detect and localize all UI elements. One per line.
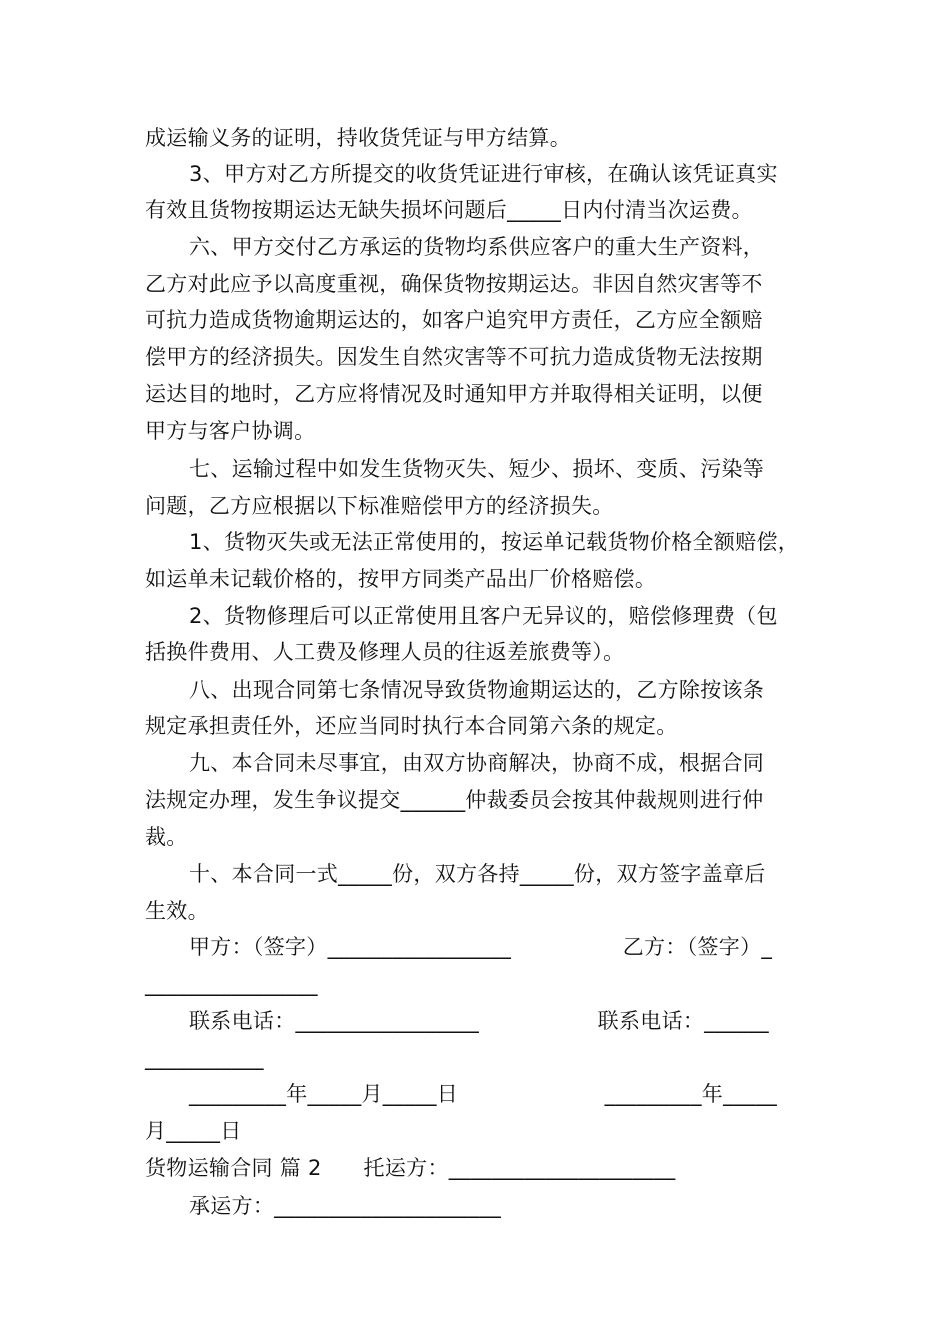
text-line: 甲方与客户协调。 — [145, 419, 316, 443]
text-line: 3、甲方对乙方所提交的收货凭证进行审核，在确认该凭证真实 — [189, 162, 778, 186]
text-line: 裁。 — [145, 825, 188, 849]
text-line: 生效。 — [145, 899, 209, 923]
text-line: 规定承担责任外，还应当同时执行本合同第六条的规定。 — [145, 714, 678, 738]
date-line: _________年_____月_____日 _________年_____ — [189, 1082, 778, 1106]
text-line: 2、货物修理后可以正常使用且客户无异议的，赔偿修理费（包 — [189, 604, 778, 628]
text-line: ___________ — [145, 1046, 264, 1070]
text-line: 月_____日 — [145, 1119, 242, 1143]
text-line: 问题，乙方应根据以下标准赔偿甲方的经济损失。 — [145, 494, 614, 518]
text-line: 如运单未记载价格的，按甲方同类产品出厂价格赔偿。 — [145, 567, 657, 591]
text-line: 运达目的地时，乙方应将情况及时通知甲方并取得相关证明，以便 — [145, 382, 763, 406]
signature-line-party-a-b: 甲方：（签字）_________________ 乙方：（签字）_ — [189, 935, 773, 959]
text-line: 七、运输过程中如发生货物灭失、短少、损坏、变质、污染等 — [189, 457, 765, 481]
text-line: 乙方对此应予以高度重视，确保货物按期运达。非因自然灾害等不 — [145, 272, 763, 296]
text-line: ________________ — [145, 972, 318, 996]
text-line: 六、甲方交付乙方承运的货物均系供应客户的重大生产资料， — [189, 235, 765, 259]
phone-line: 联系电话：_________________ 联系电话：______ — [189, 1009, 769, 1033]
text-line: 有效且货物按期运达无缺失损坏问题后_____日内付清当次运费。 — [145, 198, 753, 222]
carrier-line: 承运方：_____________________ — [189, 1194, 501, 1218]
text-line: 八、出现合同第七条情况导致货物逾期运达的，乙方除按该条 — [189, 678, 765, 702]
text-line: 可抗力造成货物逾期运达的，如客户追究甲方责任，乙方应全额赔 — [145, 308, 763, 332]
text-line: 偿甲方的经济损失。因发生自然灾害等不可抗力造成货物无法按期 — [145, 345, 763, 369]
text-line: 九、本合同未尽事宜，由双方协商解决，协商不成，根据合同 — [189, 751, 765, 775]
text-line: 十、本合同一式_____份，双方各持_____份，双方签字盖章后 — [189, 862, 766, 886]
text-line: 法规定办理，发生争议提交______仲裁委员会按其仲裁规则进行仲 — [145, 788, 764, 812]
text-line: 括换件费用、人工费及修理人员的往返差旅费等）。 — [145, 640, 625, 664]
text-line: 成运输义务的证明，持收货凭证与甲方结算。 — [145, 126, 571, 150]
section-heading: 货物运输合同 篇 2 托运方：_____________________ — [145, 1156, 676, 1180]
text-line: 1、货物灭失或无法正常使用的，按运单记载货物价格全额赔偿， — [189, 530, 800, 554]
